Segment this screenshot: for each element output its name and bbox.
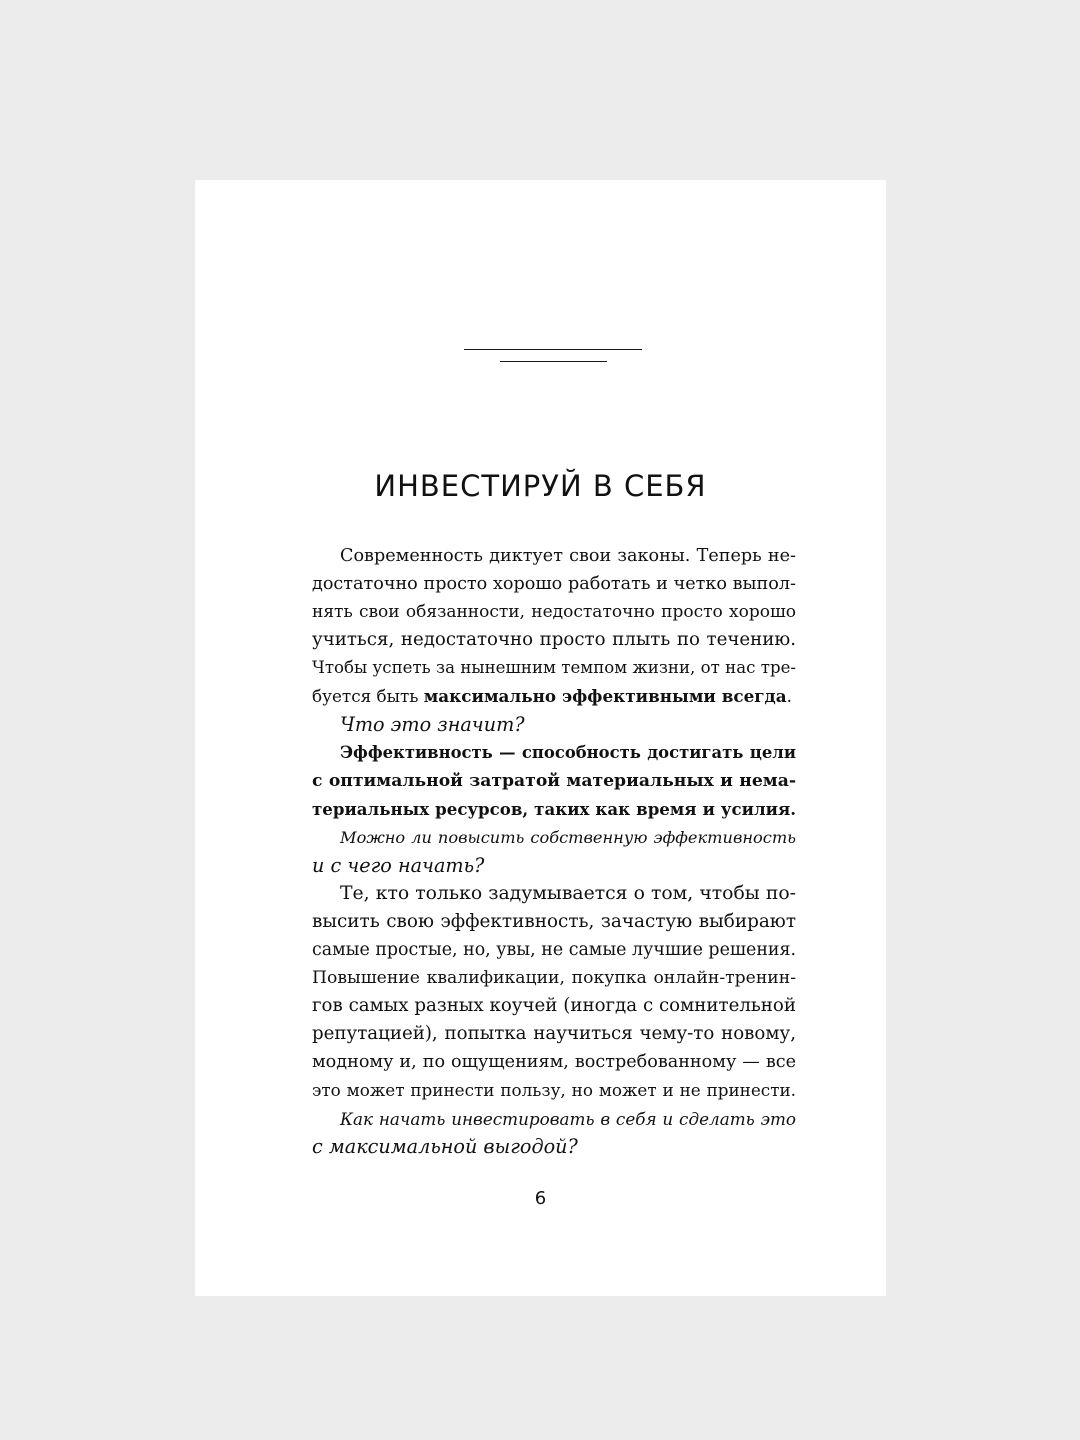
text-line: это может принести пользу, но может и не принести. bbox=[312, 1080, 796, 1100]
text-run: буется быть bbox=[312, 686, 424, 706]
definition-line: териальных ресурсов, таких как время и усилия. bbox=[312, 799, 796, 819]
page-number: 6 bbox=[534, 1188, 547, 1209]
text-line: Повышение квалификации, покупка онлайн-тренин- bbox=[312, 968, 796, 988]
text-line: Современность диктует свои законы. Теперь не- bbox=[340, 546, 796, 566]
text-line: гов самых разных коучей (иногда с сомнительной bbox=[312, 995, 796, 1016]
text-run-bold: максимально эффективными всегда bbox=[423, 686, 787, 706]
text-line: учиться, недостаточно просто плыть по течению. bbox=[312, 629, 796, 650]
question-line: Можно ли повысить собственную эффективность bbox=[340, 828, 796, 847]
question-line: и с чего начать? bbox=[312, 854, 485, 877]
text-line: нять свои обязанности, недостаточно просто хорошо bbox=[312, 602, 796, 622]
definition-line: Эффективность — способность достигать цели bbox=[340, 743, 796, 762]
text-line bbox=[312, 682, 796, 710]
question-line: Что это значит? bbox=[340, 713, 525, 736]
text-line: достаточно просто хорошо работать и четко выпол- bbox=[312, 574, 796, 594]
text-line: самые простые, но, увы, не самые лучшие решения. bbox=[312, 940, 796, 960]
text-run: . bbox=[786, 686, 792, 706]
ornament-rule-long bbox=[464, 349, 642, 350]
text-line: высить свою эффективность, зачастую выбирают bbox=[312, 911, 796, 932]
text-line: модному и, по ощущениям, востребованному — все bbox=[312, 1052, 796, 1072]
question-line: с максимальной выгодой? bbox=[312, 1135, 578, 1158]
definition-line: с оптимальной затратой материальных и нема- bbox=[312, 771, 796, 791]
text-line: Те, кто только задумывается о том, чтобы по- bbox=[340, 883, 796, 904]
text-line: Чтобы успеть за нынешним темпом жизни, от нас тре- bbox=[312, 658, 796, 677]
book-page bbox=[195, 180, 886, 1296]
chapter-title: ИНВЕСТИРУЙ В СЕБЯ bbox=[374, 469, 707, 503]
question-line: Как начать инвестировать в себя и сделать это bbox=[340, 1109, 796, 1129]
text-line: репутацией), попытка научиться чему-то новому, bbox=[312, 1023, 796, 1044]
ornament-rule-short bbox=[500, 361, 607, 362]
